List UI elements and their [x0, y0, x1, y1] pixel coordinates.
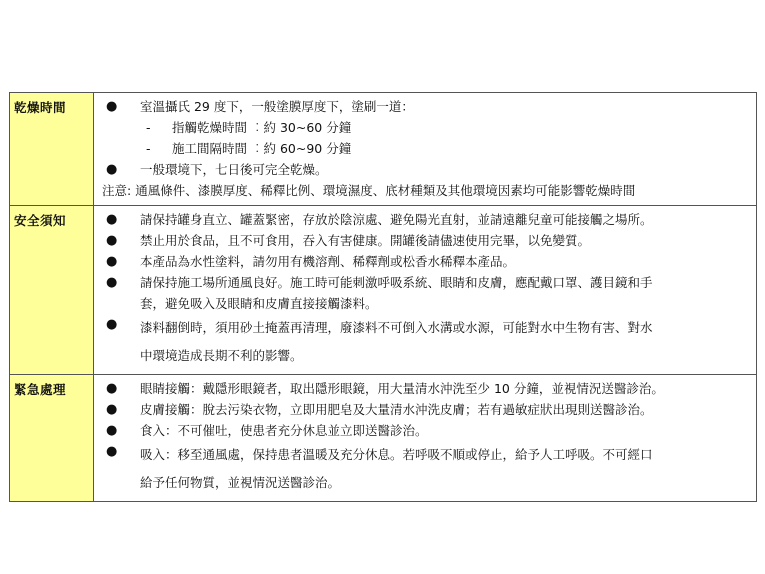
sub-list-item-text: 施工間隔時間 ︰約 60~90 分鐘 — [172, 141, 352, 156]
bullet-icon: ● — [106, 317, 118, 332]
section-safety — [10, 206, 757, 375]
bullet-icon: ● — [106, 402, 118, 417]
list-item-text: 眼睛接觸：戴隱形眼鏡者，取出隱形眼鏡，用大量清水沖洗至少 10 分鐘，並視情況送醫診治。 — [140, 381, 664, 396]
product-info-table — [9, 92, 757, 502]
list-item-text: 禁止用於食品，且不可食用，吞入有害健康。開罐後請儘速使用完畢，以免變質。 — [140, 233, 591, 248]
list-item-text: 吸入：移至通風處，保持患者溫暖及充分休息。若呼吸不順或停止，給予人工呼吸。不可經口 — [140, 447, 653, 462]
bullet-icon: ● — [106, 99, 118, 114]
sub-list-item — [100, 117, 750, 138]
section-body-safety — [94, 206, 757, 375]
section-heading-drying-time: 乾燥時間 — [10, 93, 94, 206]
section-body-emergency — [94, 375, 757, 502]
bullet-icon: ● — [106, 162, 118, 177]
list-item — [100, 441, 750, 469]
list-item-continuation — [100, 342, 750, 370]
bullet-icon: ● — [106, 233, 118, 248]
list-item-text: 本產品為水性塗料，請勿用有機溶劑、稀釋劑或松香水稀釋本產品。 — [140, 254, 516, 269]
list-item-text: 食入：不可催吐，使患者充分休息並立即送醫診治。 — [140, 423, 428, 438]
list-item-text: 套，避免吸入及眼睛和皮膚直接接觸漆料。 — [140, 296, 378, 311]
list-item-text: 皮膚接觸：脫去污染衣物，立即用肥皂及大量清水沖洗皮膚；若有過敏症狀出現則送醫診治。 — [140, 402, 653, 417]
list-item-text: 中環境造成長期不利的影響。 — [140, 348, 303, 363]
list-item-text: 請保持罐身直立、罐蓋緊密，存放於陰涼處、避免陽光直射，並請遠離兒童可能接觸之場所。 — [140, 212, 653, 227]
section-emergency — [10, 375, 757, 502]
dash-icon: - — [146, 120, 151, 135]
list-item-text: 室溫攝氏 29 度下，一般塗膜厚度下，塗刷一道： — [140, 99, 414, 114]
bullet-icon: ● — [106, 212, 118, 227]
list-item-text: 請保持施工場所通風良好。施工時可能刺激呼吸系統、眼睛和皮膚，應配戴口罩、護目鏡和手 — [140, 275, 653, 290]
bullet-icon: ● — [106, 444, 118, 459]
list-item-text: 漆料翻倒時，須用砂土掩蓋再清理，廢漆料不可倒入水溝或水源，可能對水中生物有害、對水 — [140, 320, 653, 335]
bullet-icon: ● — [106, 423, 118, 438]
section-body-drying-time — [94, 93, 757, 206]
list-item — [100, 314, 750, 342]
list-item-continuation — [100, 293, 750, 314]
list-item — [100, 96, 750, 117]
list-item — [100, 209, 750, 230]
list-item — [100, 251, 750, 272]
list-item — [100, 399, 750, 420]
list-item — [100, 272, 750, 293]
sub-list-item — [100, 138, 750, 159]
section-heading-emergency: 緊急處理 — [10, 375, 94, 502]
section-heading-safety: 安全須知 — [10, 206, 94, 375]
list-item — [100, 378, 750, 399]
list-item — [100, 159, 750, 180]
list-item-text: 一般環境下，七日後可完全乾燥。 — [140, 162, 328, 177]
section-drying-time — [10, 93, 757, 206]
note-line — [100, 180, 750, 201]
note-label: 注意: — [102, 183, 132, 198]
bullet-icon: ● — [106, 254, 118, 269]
dash-icon: - — [146, 141, 151, 156]
list-item — [100, 230, 750, 251]
list-item — [100, 420, 750, 441]
sub-list-item-text: 指觸乾燥時間 ︰約 30~60 分鐘 — [172, 120, 352, 135]
bullet-icon: ● — [106, 381, 118, 396]
list-item-continuation — [100, 469, 750, 497]
list-item-text: 給予任何物質，並視情況送醫診治。 — [140, 475, 341, 490]
bullet-icon: ● — [106, 275, 118, 290]
note-text: 通風條件、漆膜厚度、稀釋比例、環境濕度、底材種類及其他環境因素均可能影響乾燥時間 — [135, 183, 636, 198]
